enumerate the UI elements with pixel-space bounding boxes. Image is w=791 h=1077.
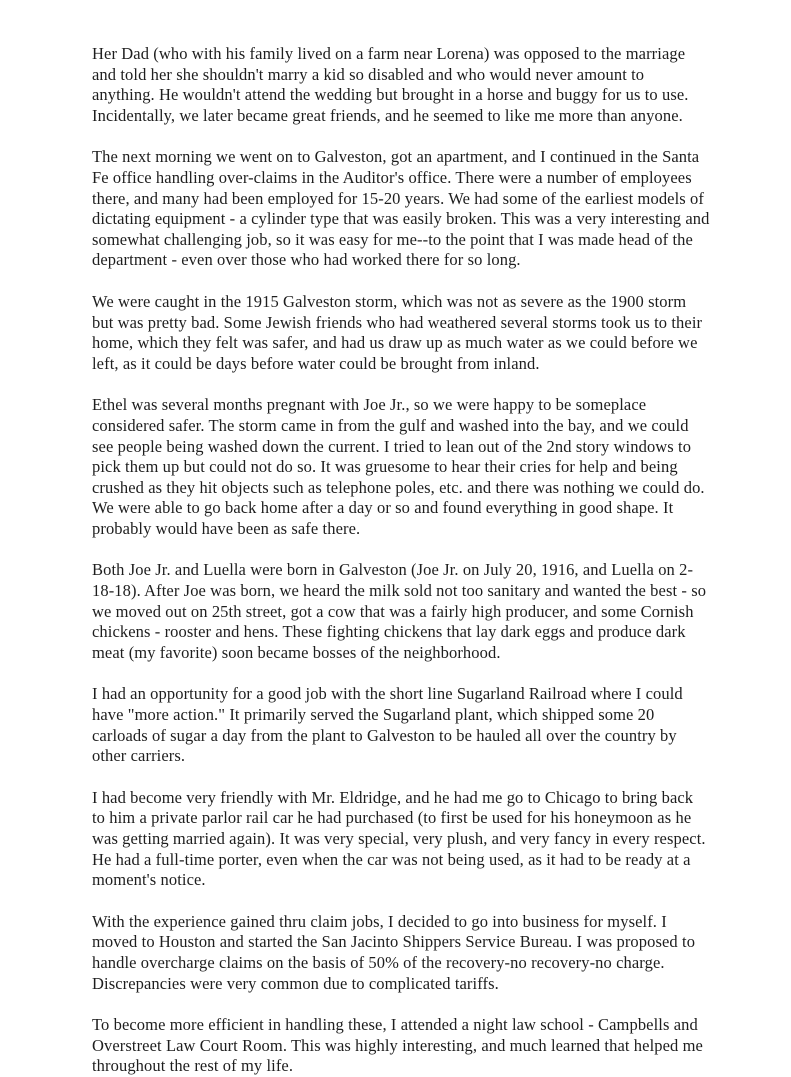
paragraph: Her Dad (who with his family lived on a farm near Lorena) was opposed to the marriage and told her she shouldn't marry a kid so disabled and who would never amount to anything. He wouldn't attend the wedding but brought in a horse and buggy for us to use. Incidentally, we later became great friends, and he seemed to like me more than anyone. <box>92 44 689 125</box>
paragraph: We were caught in the 1915 Galveston storm, which was not as severe as the 1900 storm but was pretty bad. Some Jewish friends who had weathered several storms took us to their home, which they felt was safer, and had us draw up as much water as we could before we left, as it could be days before water could be brought from inland. <box>92 291 703 373</box>
paragraph: Ethel was several months pregnant with Joe Jr., so we were happy to be someplace considered safer. The storm came in from the gulf and washed into the bay, and we could see people being washed down the current. I tried to lean out of the 2nd story windows to pick them up but could not do so. It was gruesome to hear their cries for help and being crushed as they hit objects such as telephone poles, etc. and there was nothing we could do. We were able to go back home after a day or so and found everything in good shape. It probably would have been as safe there. <box>92 395 705 538</box>
paragraph: With the experience gained thru claim jobs, I decided to go into business for myself. I moved to Houston and started the San Jacinto Shippers Service Bureau. I was proposed to handle overcharge claims on the basis of 50% of the recovery-no recovery-no charge. Discrepancies were very common due to complicated tariffs. <box>92 911 696 993</box>
paragraph: The next morning we went on to Galveston, got an apartment, and I continued in the Santa Fe office handling over-claims in the Auditor's office. There were a number of employees there, and many had been employed for 15-20 years. We had some of the earliest models of dictating equipment - a cylinder type that was easily broken. This was a very interesting and somewhat challenging job, so it was easy for me--to the point that I was made head of the department - even over those who had worked there for so long. <box>92 147 710 270</box>
paragraph: To become more efficient in handling these, I attended a night law school - Campbells and Overstreet Law Court Room. This was highly interesting, and much learned that helped me throughout the rest of my life. <box>92 1015 703 1076</box>
paragraph: I had become very friendly with Mr. Eldridge, and he had me go to Chicago to bring back to him a private parlor rail car he had purchased (to first be used for his honeymoon as he was getting married again). It was very special, very plush, and very fancy in every respect. He had a full-time porter, even when the car was not being used, as it had to be ready at a moment's notice. <box>92 787 706 890</box>
paragraph: I had an opportunity for a good job with the short line Sugarland Railroad where I could have "more action." It primarily served the Sugarland plant, which shipped some 20 carloads of sugar a day from the plant to Galveston to be hauled all over the country by other carriers. <box>92 684 683 766</box>
paragraph: Both Joe Jr. and Luella were born in Galveston (Joe Jr. on July 20, 1916, and Luella on 2-18-18). After Joe was born, we heard the milk sold not too sanitary and wanted the best - so we moved out on 25th street, got a cow that was a fairly high producer, and some Cornish chickens - rooster and hens. These fighting chickens that lay dark eggs and produce dark meat (my favorite) soon became bosses of the neighborhood. <box>92 560 707 662</box>
